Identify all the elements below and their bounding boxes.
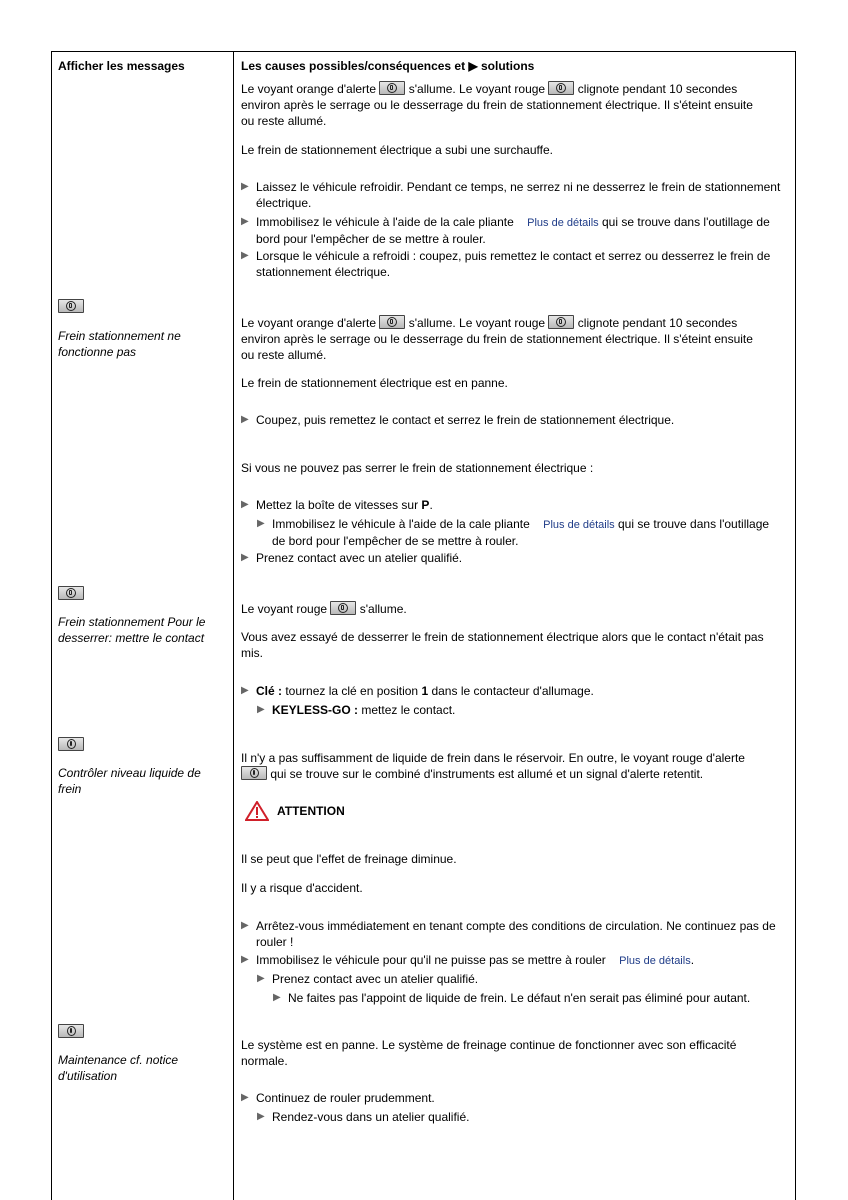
- r2-paragraph-2: Le frein de stationnement électrique est en panne.: [241, 376, 508, 390]
- bullet-arrow-icon: ▶: [241, 920, 249, 931]
- r4-paragraph-2: Il se peut que l'effet de freinage diminue.: [241, 852, 457, 866]
- warning-block: [245, 801, 345, 821]
- parking-brake-icon: [548, 81, 574, 95]
- r5-brake-fluid-icon: [58, 1024, 84, 1040]
- bullet-arrow-icon: ▶: [241, 685, 249, 696]
- r4-message-label: Contrôler niveau liquide de frein: [58, 766, 201, 796]
- r2-paragraph-1: Le voyant orange d'alerte s'allume. Le voyant rouge clignote pendant 10 secondes environ après le serrage ou le desserrage du frein de stationnement électrique. Il s'éteint ensuite ou reste allumé.: [241, 316, 753, 362]
- warning-title: ATTENTION: [277, 804, 345, 818]
- r4-paragraph-1: Il n'y a pas suffisamment de liquide de frein dans le réservoir. En outre, le voyant rouge d'alerte qui se trouve sur le combiné d'instruments est allumé et un signal d'alerte retentit.: [241, 751, 745, 781]
- table-left-border: [51, 51, 52, 1200]
- r4-brake-fluid-icon: [58, 737, 84, 753]
- bullet-arrow-icon: ▶: [257, 1111, 265, 1122]
- r2-parking-brake-icon: [58, 299, 84, 315]
- r5-paragraph-1: Le système est en panne. Le système de freinage continue de fonctionner avec son efficacité normale.: [241, 1038, 737, 1068]
- brake-fluid-icon: [58, 737, 84, 751]
- parking-brake-icon: [379, 81, 405, 95]
- bullet-arrow-icon: ▶: [241, 954, 249, 965]
- r1-p1-text-a: Le voyant orange d'alerte: [241, 82, 380, 96]
- column-header-messages: Afficher les messages: [58, 59, 185, 73]
- r2-bullet-2: ▶ Mettez la boîte de vitesses sur P.: [241, 498, 433, 512]
- r3-bullet-1: ▶ Clé : tournez la clé en position 1 dans le contacteur d'allumage.: [241, 684, 594, 698]
- table-top-border: [51, 51, 796, 52]
- r1-p1-text-b: s'allume. Le voyant rouge: [405, 82, 549, 96]
- r1-bullet-2: ▶ Immobilisez le véhicule à l'aide de la cale pliante Plus de détails qui se trouve dans l'outillage de bord pour l'empêcher de se mettre à rouler.: [241, 215, 770, 246]
- details-link[interactable]: Plus de détails: [543, 519, 615, 531]
- bullet-arrow-icon: ▶: [241, 552, 249, 563]
- bullet-arrow-icon: ▶: [257, 518, 265, 529]
- r4-paragraph-3: Il y a risque d'accident.: [241, 881, 363, 895]
- details-link[interactable]: Plus de détails: [619, 955, 691, 967]
- bullet-arrow-icon: ▶: [241, 181, 249, 192]
- r5-bullet-2: ▶ Rendez-vous dans un atelier qualifié.: [257, 1110, 470, 1124]
- r3-paragraph-1: Le voyant rouge s'allume.: [241, 602, 407, 616]
- r1-bullet-3: ▶ Lorsque le véhicule a refroidi : coupez, puis remettez le contact et serrez ou desserrez le frein de stationnement électrique.: [241, 249, 771, 279]
- r2-paragraph-3: Si vous ne pouvez pas serrer le frein de stationnement électrique :: [241, 461, 594, 475]
- details-link[interactable]: Plus de détails: [527, 217, 599, 229]
- r1-p1-text-e: ou reste allumé.: [241, 114, 327, 128]
- r4-bullet-1: ▶ Arrêtez-vous immédiatement en tenant compte des conditions de circulation. Ne continuez pas de rouler !: [241, 919, 776, 949]
- bullet-arrow-icon: ▶: [241, 414, 249, 425]
- r2-bullet-3: ▶ Immobilisez le véhicule à l'aide de la cale pliante Plus de détails qui se trouve dans l'outillage de bord pour l'empêcher de se mettre à rouler.: [257, 517, 770, 548]
- warning-triangle-icon: [245, 801, 269, 821]
- parking-brake-icon: [58, 299, 84, 313]
- r4-bullet-3: ▶ Prenez contact avec un atelier qualifié.: [257, 972, 479, 986]
- parking-brake-icon: [58, 586, 84, 600]
- bullet-arrow-icon: ▶: [273, 992, 281, 1003]
- bullet-arrow-icon: ▶: [241, 216, 249, 227]
- r2-bullet-4: ▶ Prenez contact avec un atelier qualifié.: [241, 551, 463, 565]
- table-right-border: [795, 51, 796, 1200]
- parking-brake-icon: [548, 315, 574, 329]
- bullet-arrow-icon: ▶: [241, 499, 249, 510]
- brake-fluid-icon: [58, 1024, 84, 1038]
- r5-message-label: Maintenance cf. notice d'utilisation: [58, 1053, 179, 1083]
- r1-p1-text-c: clignote pendant 10 secondes: [574, 82, 738, 96]
- r3-parking-brake-icon: [58, 586, 84, 602]
- parking-brake-icon: [330, 601, 356, 615]
- bullet-arrow-icon: ▶: [257, 704, 265, 715]
- bullet-arrow-icon: ▶: [241, 250, 249, 261]
- column-header-causes: Les causes possibles/conséquences et ▶ solutions: [241, 59, 535, 73]
- r2-bullet-1: ▶ Coupez, puis remettez le contact et serrez le frein de stationnement électrique.: [241, 413, 675, 427]
- r3-message-label: Frein stationnement Pour le desserrer: mettre le contact: [58, 615, 206, 645]
- r4-bullet-2: ▶ Immobilisez le véhicule pour qu'il ne puisse pas se mettre à rouler Plus de détails.: [241, 953, 695, 967]
- column-divider: [233, 51, 234, 1200]
- bullet-arrow-icon: ▶: [241, 1092, 249, 1103]
- r4-bullet-4: ▶ Ne faites pas l'appoint de liquide de frein. Le défaut n'en serait pas éliminé pour autant.: [273, 991, 751, 1005]
- bullet-arrow-icon: ▶: [257, 973, 265, 984]
- r5-bullet-1: ▶ Continuez de rouler prudemment.: [241, 1091, 435, 1105]
- brake-fluid-icon: [241, 766, 267, 780]
- r3-bullet-2: ▶ KEYLESS-GO : mettez le contact.: [257, 703, 456, 717]
- parking-brake-icon: [379, 315, 405, 329]
- r3-paragraph-2: Vous avez essayé de desserrer le frein de stationnement électrique alors que le contact n'était pas mis.: [241, 630, 764, 660]
- r1-p1-text-d: environ après le serrage ou le desserrage du frein de stationnement électrique. Il s'éteint ensuite: [241, 98, 753, 112]
- r1-paragraph-1: [241, 81, 791, 129]
- r1-bullet-1: ▶ Laissez le véhicule refroidir. Pendant ce temps, ne serrez ni ne desserrez le frein de stationnement électrique.: [241, 180, 781, 210]
- r1-paragraph-2: Le frein de stationnement électrique a subi une surchauffe.: [241, 143, 553, 157]
- r2-message-label: Frein stationnement ne fonctionne pas: [58, 329, 181, 359]
